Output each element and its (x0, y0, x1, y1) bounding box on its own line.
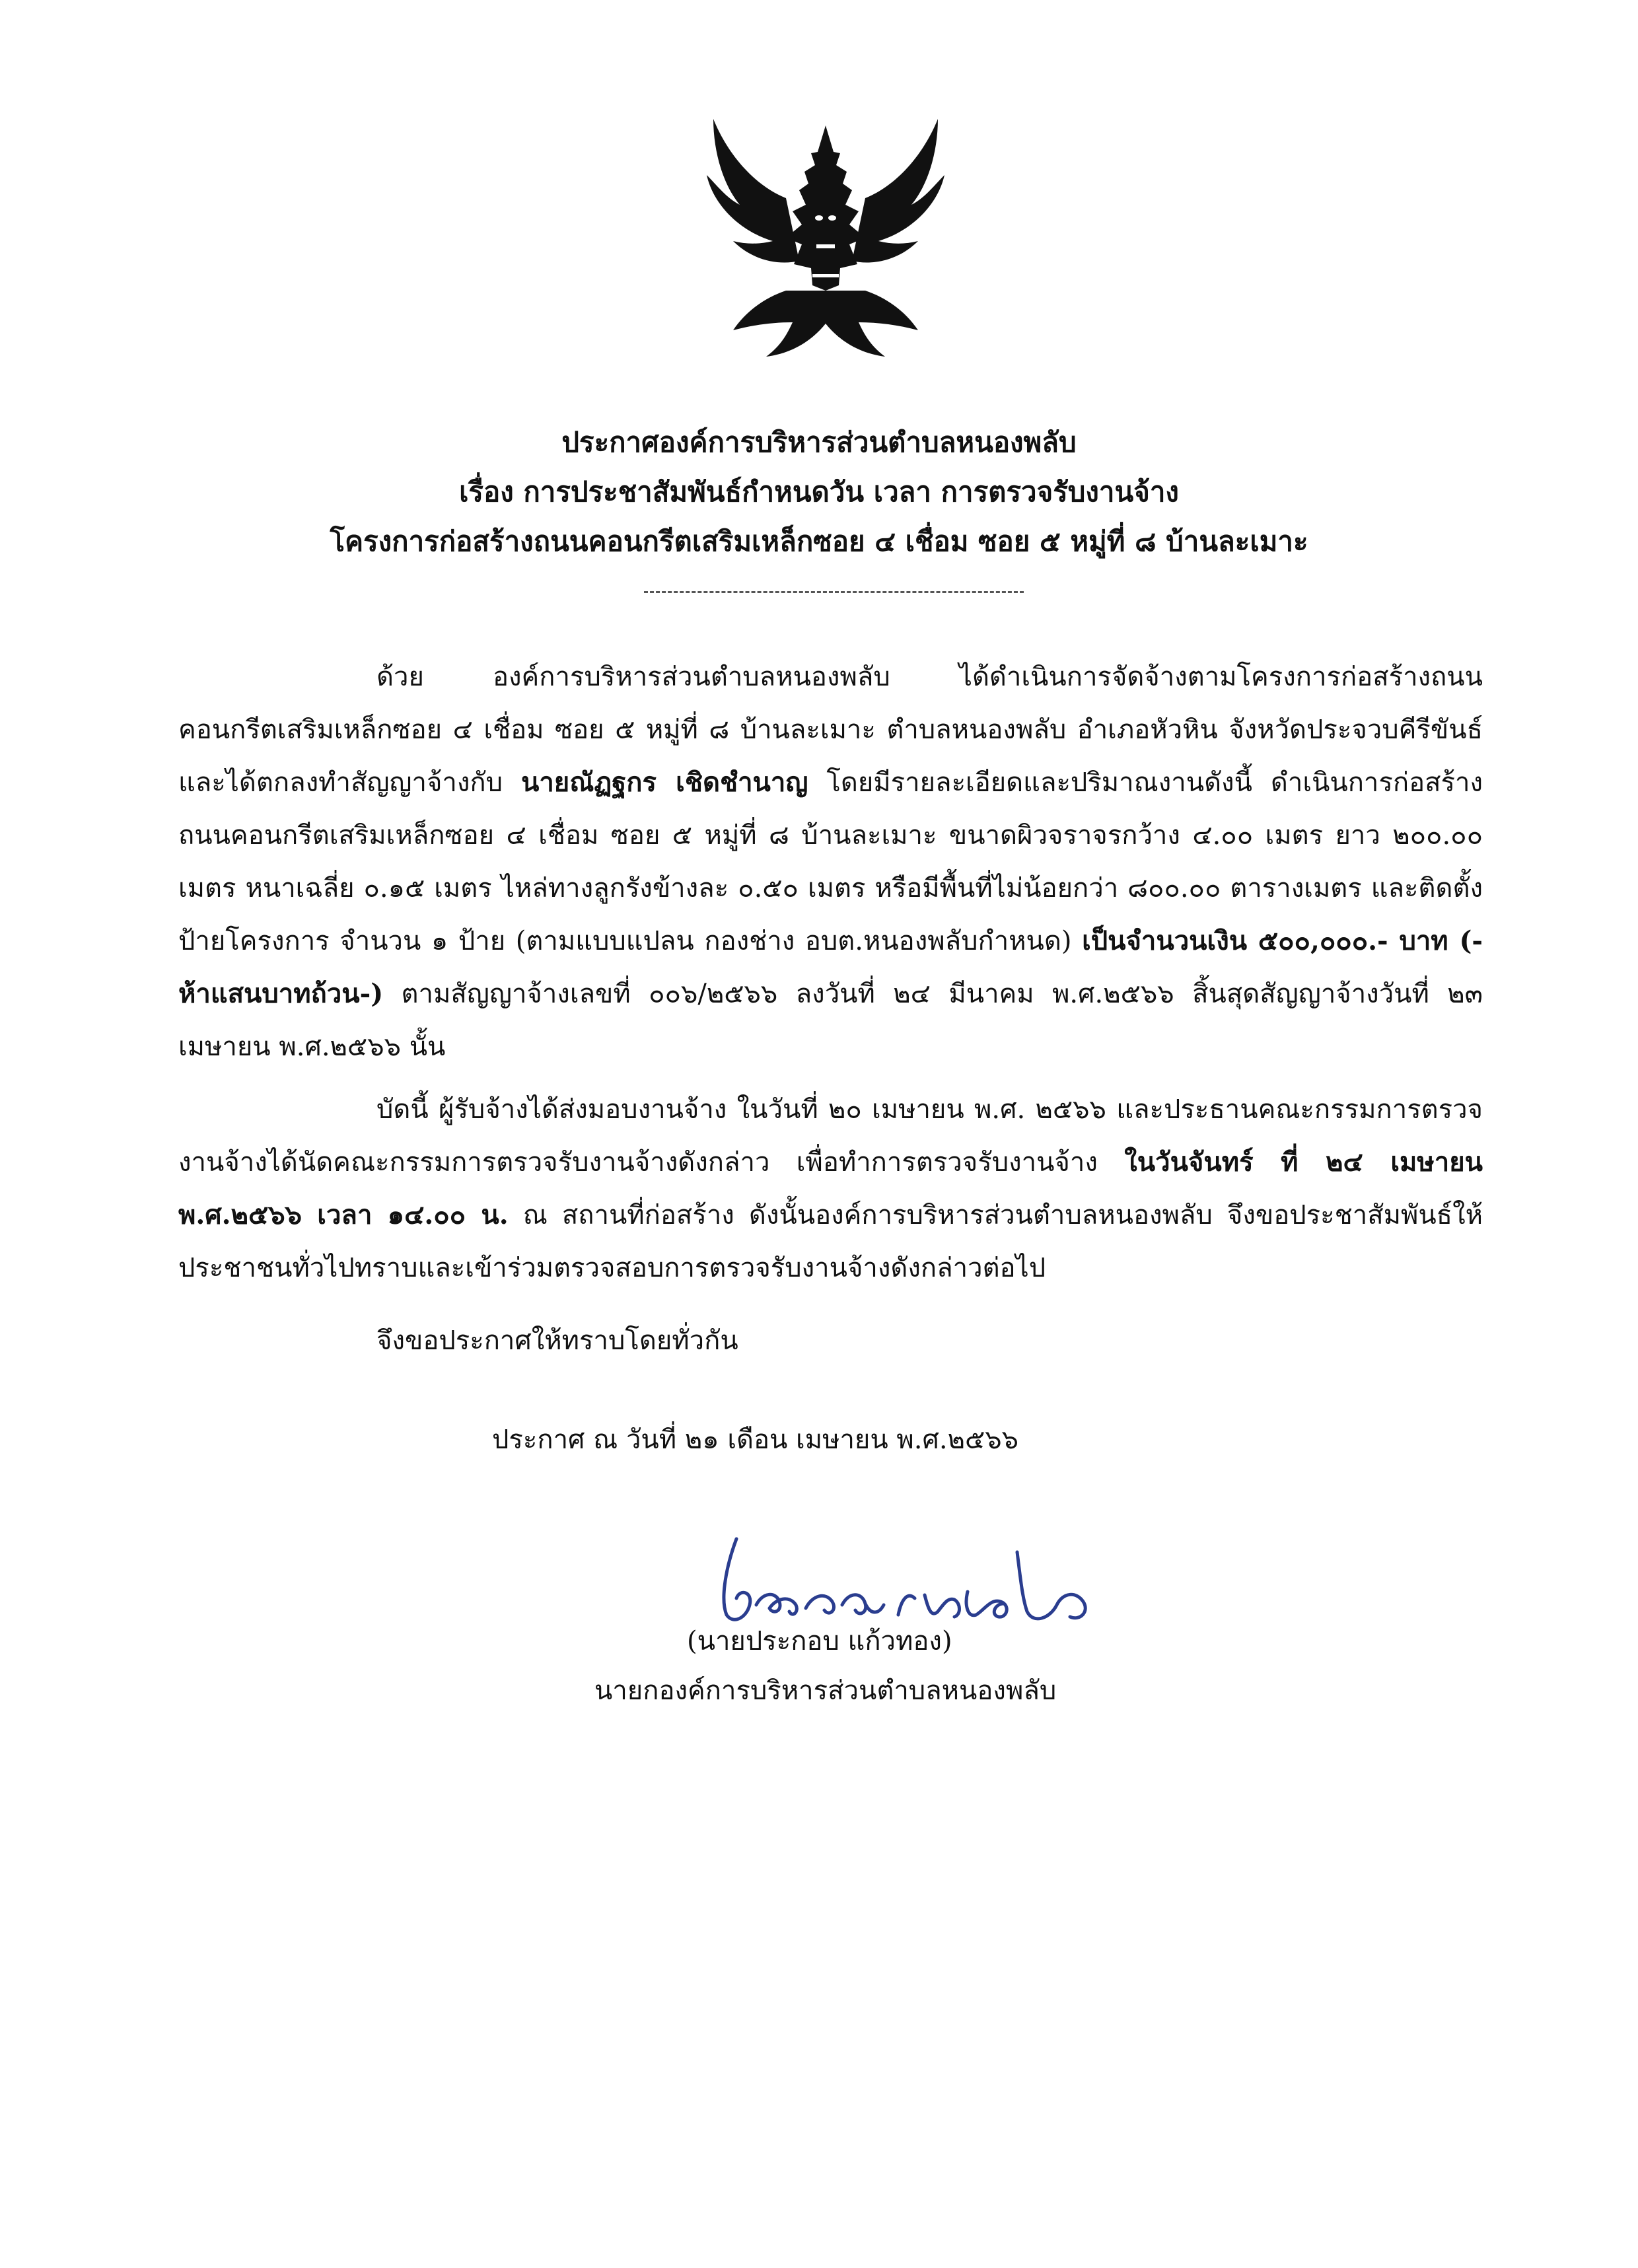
signatory-position: นายกองค์การบริหารส่วนตำบลหนองพลับ (594, 1676, 1057, 1706)
contract-amount: เป็นจำนวนเงิน ๕๐๐,๐๐๐.- บาท (-ห้าแสนบาทถ้วน-) (178, 925, 1483, 1009)
paragraph-text: บัดนี้ ผู้รับจ้างได้ส่งมอบงานจ้าง ในวันที่ ๒๐ เมษายน พ.ศ. ๒๕๖๖ และประธานคณะกรรมการตรวจงานจ้างได้นัดคณะกรรมการตรวจรับงานจ้างดังกล่าว เพื่อทำการตรวจรับงานจ้าง (178, 1094, 1483, 1178)
paragraph-inspection (178, 1083, 1483, 1294)
inspection-date: ในวันจันทร์ ที่ ๒๔ เมษายน พ.ศ.๒๕๖๖ เวลา ๑๔.๐๐ น. (178, 1147, 1483, 1230)
paragraph-project-details (178, 651, 1483, 1073)
signatory-name: (นายประกอบ แก้วทอง) (687, 1626, 952, 1656)
paragraph-text: ตามสัญญาจ้างเลขที่ ๐๐๖/๒๕๖๖ ลงวันที่ ๒๔ มีนาคม พ.ศ.๒๕๖๖ สิ้นสุดสัญญาจ้างวันที่ ๒๓ เมษายน พ.ศ.๒๕๖๖ นั้น (178, 979, 1483, 1062)
garuda-emblem-icon (687, 112, 964, 376)
project-title: โครงการก่อสร้างถนนคอนกรีตเสริมเหล็กซอย ๔ เชื่อม ซอย ๕ หมู่ที่ ๘ บ้านละเมาะ (330, 525, 1308, 557)
announcement-subject: เรื่อง การประชาสัมพันธ์กำหนดวัน เวลา การตรวจรับงานจ้าง (459, 476, 1179, 508)
paragraph-text: ด้วย องค์การบริหารส่วนตำบลหนองพลับ ได้ดำเนินการจัดจ้างตามโครงการก่อสร้างถนนคอนกรีตเสริมเหล็กซอย ๔ เชื่อม ซอย ๕ หมู่ที่ ๘ บ้านละเมาะ ตำบลหนองพลับ อำเภอหัวหิน จังหวัดประจวบคีรีขันธ์ และได้ตกลงทำสัญญาจ้างกับ (178, 662, 1483, 798)
paragraph-text: ณ สถานที่ก่อสร้าง ดังนั้นองค์การบริหารส่วนตำบลหนองพลับ จึงขอประชาสัมพันธ์ให้ประชาชนทั่วไปทราบและเข้าร่วมตรวจสอบการตรวจรับงานจ้างดังกล่าวต่อไป (178, 1200, 1483, 1283)
announcement-title: ประกาศองค์การบริหารส่วนตำบลหนองพลับ (561, 426, 1077, 458)
closing-statement: จึงขอประกาศให้ทราบโดยทั่วกัน (376, 1326, 738, 1356)
paragraph-text: โดยมีรายละเอียดและปริมาณงานดังนี้ ดำเนินการก่อสร้างถนนคอนกรีตเสริมเหล็กซอย ๔ เชื่อม ซอย ๕ หมู่ที่ ๘ บ้านละเมาะ ขนาดผิวจราจรกว้าง ๔.๐๐ เมตร ยาว ๒๐๐.๐๐ เมตร หนาเฉลี่ย ๐.๑๕ เมตร ไหล่ทางลูกรังข้างละ ๐.๕๐ เมตร หรือมีพื้นที่ไม่น้อยกว่า ๘๐๐.๐๐ ตารางเมตร และติดตั้งป้ายโครงการ จำนวน ๑ ป้าย (ตามแบบแปลน กองช่าง อบต.หนองพลับกำหนด) (178, 767, 1483, 956)
contractor-name: นายณัฏฐกร เชิดชำนาญ (520, 767, 808, 798)
title-divider (644, 591, 1024, 593)
announcement-date: ประกาศ ณ วันที่ ๒๑ เดือน เมษายน พ.ศ.๒๕๖๖ (492, 1425, 1019, 1455)
